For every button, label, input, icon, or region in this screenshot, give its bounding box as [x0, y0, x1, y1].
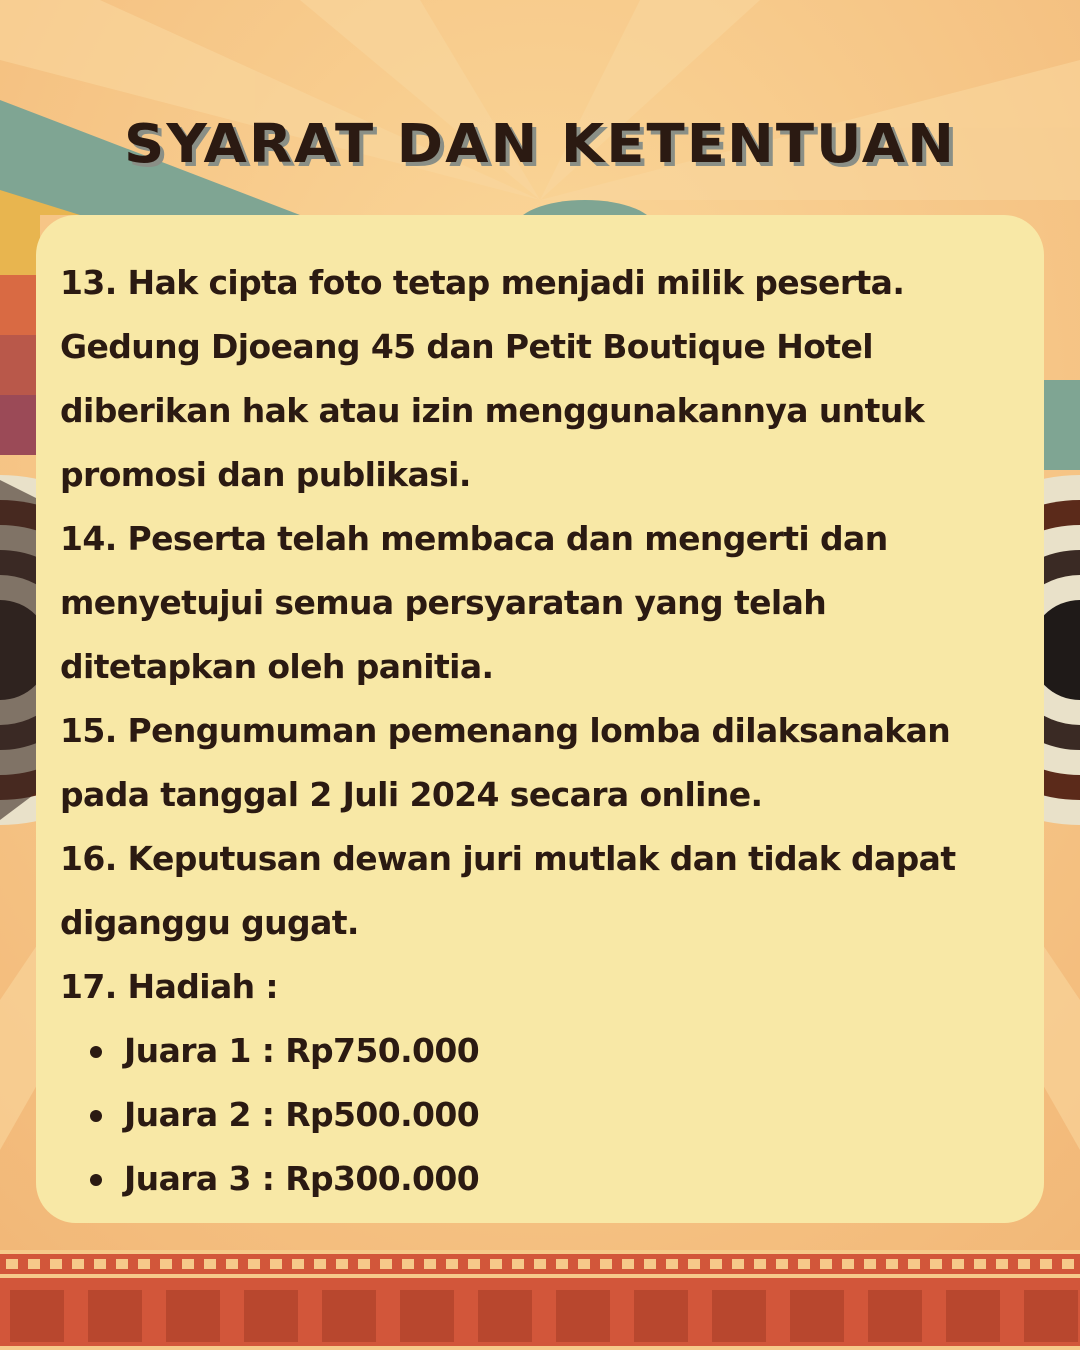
film-hole — [776, 1259, 788, 1269]
film-hole — [556, 1259, 568, 1269]
film-hole — [754, 1259, 766, 1269]
film-hole — [1040, 1259, 1052, 1269]
film-hole — [886, 1259, 898, 1269]
term-item-13: 13. Hak cipta foto tetap menjadi milik peserta. Gedung Djoeang 45 dan Petit Boutique Hotel diberikan hak atau izin menggunakannya untuk promosi dan publikasi. — [60, 263, 925, 494]
film-hole — [182, 1259, 194, 1269]
film-hole — [72, 1259, 84, 1269]
film-hole — [94, 1259, 106, 1269]
film-frame — [478, 1290, 532, 1342]
terms-card — [36, 215, 1044, 1223]
film-frame — [556, 1290, 610, 1342]
film-hole — [930, 1259, 942, 1269]
term-item-17: 17. Hadiah : — [60, 967, 279, 1006]
film-hole — [1062, 1259, 1074, 1269]
film-hole — [644, 1259, 656, 1269]
term-item-16: 16. Keputusan dewan juri mutlak dan tidak dapat diganggu gugat. — [60, 839, 956, 942]
film-frame — [946, 1290, 1000, 1342]
film-hole — [952, 1259, 964, 1269]
film-hole — [468, 1259, 480, 1269]
prize-label: Juara 2 : Rp500.000 — [124, 1095, 480, 1134]
film-hole — [666, 1259, 678, 1269]
prize-label: Juara 3 : Rp300.000 — [124, 1159, 480, 1198]
prize-item-2 — [88, 1083, 1024, 1147]
film-hole — [798, 1259, 810, 1269]
film-frame — [88, 1290, 142, 1342]
film-hole — [864, 1259, 876, 1269]
film-hole — [314, 1259, 326, 1269]
film-hole — [424, 1259, 436, 1269]
bullet-icon — [90, 1174, 102, 1186]
film-hole — [534, 1259, 546, 1269]
film-frame — [868, 1290, 922, 1342]
film-frame — [634, 1290, 688, 1342]
film-hole — [248, 1259, 260, 1269]
film-hole — [380, 1259, 392, 1269]
film-hole — [358, 1259, 370, 1269]
film-hole — [6, 1259, 18, 1269]
film-hole — [336, 1259, 348, 1269]
film-frame — [166, 1290, 220, 1342]
film-hole — [996, 1259, 1008, 1269]
film-frame — [322, 1290, 376, 1342]
film-hole — [512, 1259, 524, 1269]
film-hole — [28, 1259, 40, 1269]
film-frame — [10, 1290, 64, 1342]
film-frame — [790, 1290, 844, 1342]
prize-item-3 — [88, 1147, 1024, 1211]
film-hole — [490, 1259, 502, 1269]
film-hole — [138, 1259, 150, 1269]
film-hole — [974, 1259, 986, 1269]
film-hole — [600, 1259, 612, 1269]
film-hole — [622, 1259, 634, 1269]
prize-item-1 — [88, 1019, 1024, 1083]
prize-label: Juara 1 : Rp750.000 — [124, 1031, 480, 1070]
prize-list — [60, 1019, 1024, 1211]
film-hole — [732, 1259, 744, 1269]
film-hole — [270, 1259, 282, 1269]
film-hole — [50, 1259, 62, 1269]
film-hole — [402, 1259, 414, 1269]
film-frame — [712, 1290, 766, 1342]
film-hole — [578, 1259, 590, 1269]
film-hole — [446, 1259, 458, 1269]
film-hole — [1018, 1259, 1030, 1269]
film-hole — [226, 1259, 238, 1269]
film-hole — [292, 1259, 304, 1269]
film-hole — [204, 1259, 216, 1269]
term-item-14: 14. Peserta telah membaca dan mengerti dan menyetujui semua persyaratan yang telah ditetapkan oleh panitia. — [60, 519, 888, 686]
page-title: SYARAT DAN KETENTUAN — [124, 113, 956, 176]
bullet-icon — [90, 1110, 102, 1122]
film-hole — [160, 1259, 172, 1269]
film-strip-decoration — [0, 1250, 1080, 1350]
film-frame — [244, 1290, 298, 1342]
film-hole — [842, 1259, 854, 1269]
film-hole — [710, 1259, 722, 1269]
bullet-icon — [90, 1046, 102, 1058]
film-hole — [908, 1259, 920, 1269]
term-item-15: 15. Pengumuman pemenang lomba dilaksanakan pada tanggal 2 Juli 2024 secara online. — [60, 711, 951, 814]
film-hole — [116, 1259, 128, 1269]
film-frame — [400, 1290, 454, 1342]
film-hole — [688, 1259, 700, 1269]
film-frame — [1024, 1290, 1078, 1342]
film-hole — [820, 1259, 832, 1269]
